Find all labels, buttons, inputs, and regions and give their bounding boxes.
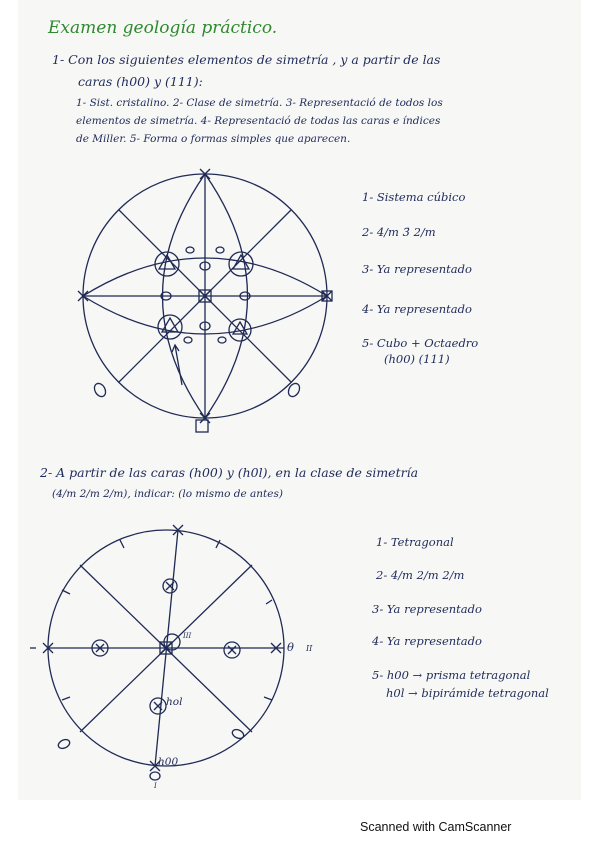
- label-roman-1: I: [154, 782, 157, 790]
- q1-line1: 1- Con los siguientes elementos de simetría , y a partir de las: [52, 52, 441, 67]
- label-theta: θ: [287, 640, 294, 654]
- stereogram-tetragonal: [30, 525, 284, 780]
- q1-answer-5-indices: (h00) (111): [384, 352, 450, 366]
- label-roman-2: II: [306, 644, 313, 653]
- q2-line2: (4/m 2/m 2/m), indicar: (lo mismo de antes): [52, 488, 283, 500]
- exam-title: Examen geología práctico.: [48, 18, 278, 38]
- q1-answer-2: 2- 4/m 3̄ 2/m: [362, 225, 436, 239]
- q2-answer-1: 1- Tetragonal: [376, 535, 454, 549]
- label-h00: h00: [158, 756, 179, 768]
- q1-sub2: elementos de simetría. 4- Representació de todas las caras e índices: [76, 115, 441, 127]
- stereogram-cubic: [78, 169, 332, 432]
- q1-line2: caras (h00) y (111):: [78, 74, 203, 89]
- q1-sub3: de Miller. 5- Forma o formas simples que aparecen.: [76, 133, 351, 145]
- q1-answer-4: 4- Ya representado: [362, 302, 472, 316]
- q1-answer-1: 1- Sistema cúbico: [362, 190, 466, 204]
- q1-sub1: 1- Sist. cristalino. 2- Clase de simetría. 3- Representació de todos los: [76, 97, 443, 109]
- label-hol: hol: [166, 696, 183, 708]
- scanner-watermark: Scanned with CamScanner: [360, 820, 512, 834]
- q2-line1: 2- A partir de las caras (h00) y (h0l), en la clase de simetría: [40, 465, 419, 480]
- q2-answer-5: 5- h00 → prisma tetragonal: [372, 668, 531, 682]
- q2-answer-2: 2- 4/m 2/m 2/m: [376, 568, 465, 582]
- q2-answer-5b: h0l → bipirámide tetragonal: [386, 686, 549, 700]
- q2-answer-3: 3- Ya representado: [372, 602, 482, 616]
- q2-answer-4: 4- Ya representado: [372, 634, 482, 648]
- q1-answer-3: 3- Ya representado: [362, 262, 472, 276]
- label-roman-3: III: [183, 632, 192, 640]
- q1-answer-5: 5- Cubo + Octaedro: [362, 336, 479, 350]
